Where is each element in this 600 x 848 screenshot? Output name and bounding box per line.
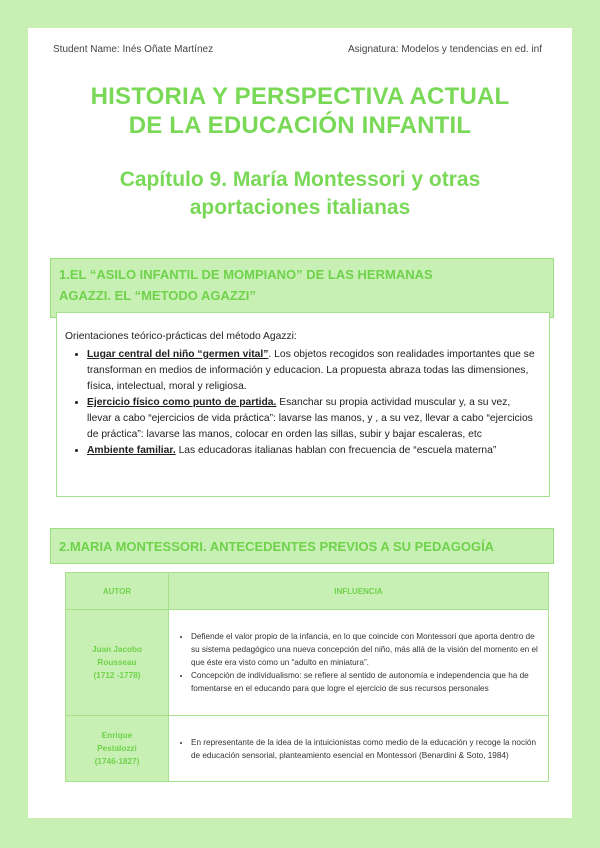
column-header-author: AUTOR: [66, 573, 169, 610]
table-row: [66, 716, 549, 782]
list-item-term: Ambiente familiar.: [87, 445, 176, 456]
influence-point: • Defiende el valor propio de la infancia, en lo que coincide con Montessori que aporta dentro de su sistema pedagógico una nueva concepción del niño, más allá de la visión del momento en el que éste era visto como un “adulto en miniatura”.: [191, 630, 538, 669]
agazzi-list: [65, 347, 537, 459]
list-item: [87, 347, 537, 395]
agazzi-intro: Orientaciones teórico-prácticas del método Agazzi:: [65, 331, 297, 342]
chapter-subtitle: [28, 166, 572, 222]
title-line-1: HISTORIA Y PERSPECTIVA ACTUAL: [90, 83, 510, 110]
author-name-2: Rousseau: [97, 658, 137, 667]
list-item: [87, 443, 537, 459]
author-name-2: Pestalozzi: [97, 744, 137, 753]
column-header-influence: INFLUENCIA: [169, 573, 549, 610]
author-name-1: Juan Jacobo: [91, 645, 143, 654]
section-1-heading: [50, 258, 554, 318]
author-name-1: Enrique: [101, 731, 133, 740]
influence-cell: [169, 610, 549, 716]
section-1-heading-line-1: 1.EL “ASILO INFANTIL DE MOMPIANO” DE LAS HERMANAS: [59, 267, 433, 282]
page-title: [28, 82, 572, 140]
agazzi-content-box: [56, 312, 550, 497]
list-item-text: Esanchar su propia actividad muscular y, a su vez, llevar a cabo “ejercicios de vida práctica”: lavarse las manos, y , a su vez, llevar a cabo “ejercicios de práctica”: lavarse las manos, colocar en orden las sillas, subir y bajar escaleras, etc: [87, 397, 533, 440]
document-page: [28, 28, 572, 818]
influence-cell: [169, 716, 549, 782]
section-1-heading-line-2: AGAZZI. EL “METODO AGAZZI”: [59, 288, 256, 303]
table-row: [66, 610, 549, 716]
list-item: [87, 395, 537, 443]
header-meta: [53, 44, 542, 55]
title-line-2: DE LA EDUCACIÓN INFANTIL: [128, 112, 472, 139]
author-cell: [66, 716, 169, 782]
author-cell: [66, 610, 169, 716]
list-item-text: . Los objetos recogidos son realidades importantes que se transforman en medios de información y educacion. La propuesta abraza todas las dimensiones, física, intelectual, moral y religiosa.: [87, 349, 535, 392]
list-item-term: Lugar central del niño “germen vital”: [87, 349, 269, 360]
subject-name: Asignatura: Modelos y tendencias en ed. inf: [347, 44, 542, 55]
influence-point: • En representante de la idea de la intuicionistas como medio de la educación y recoge la noción de educación sensorial, planteamiento esencial en Montessori (Benardini & Soto, 1984): [191, 736, 538, 762]
subtitle-line-1: Capítulo 9. María Montessori y otras: [119, 168, 481, 191]
table-header-row: [66, 573, 549, 610]
section-2-heading: 2.MARIA MONTESSORI. ANTECEDENTES PREVIOS A SU PEDAGOGÍA: [50, 528, 554, 564]
influences-table: [65, 572, 549, 782]
author-years: (1746-1827): [94, 757, 140, 766]
list-item-term: Ejercicio físico como punto de partida.: [87, 397, 277, 408]
student-name: Student Name: Inés Oñate Martínez: [53, 44, 214, 55]
list-item-text: Las educadoras italianas hablan con frecuencia de “escuela materna”: [175, 445, 497, 456]
influence-point: • Concepción de individualismo: se refiere al sentido de autonomía e independencia que ha de fomentarse en el educando para que logre el ejercicio de sus recursos personales: [191, 669, 538, 695]
author-years: (1712 -1778): [93, 671, 141, 680]
subtitle-line-2: aportaciones italianas: [189, 196, 411, 219]
